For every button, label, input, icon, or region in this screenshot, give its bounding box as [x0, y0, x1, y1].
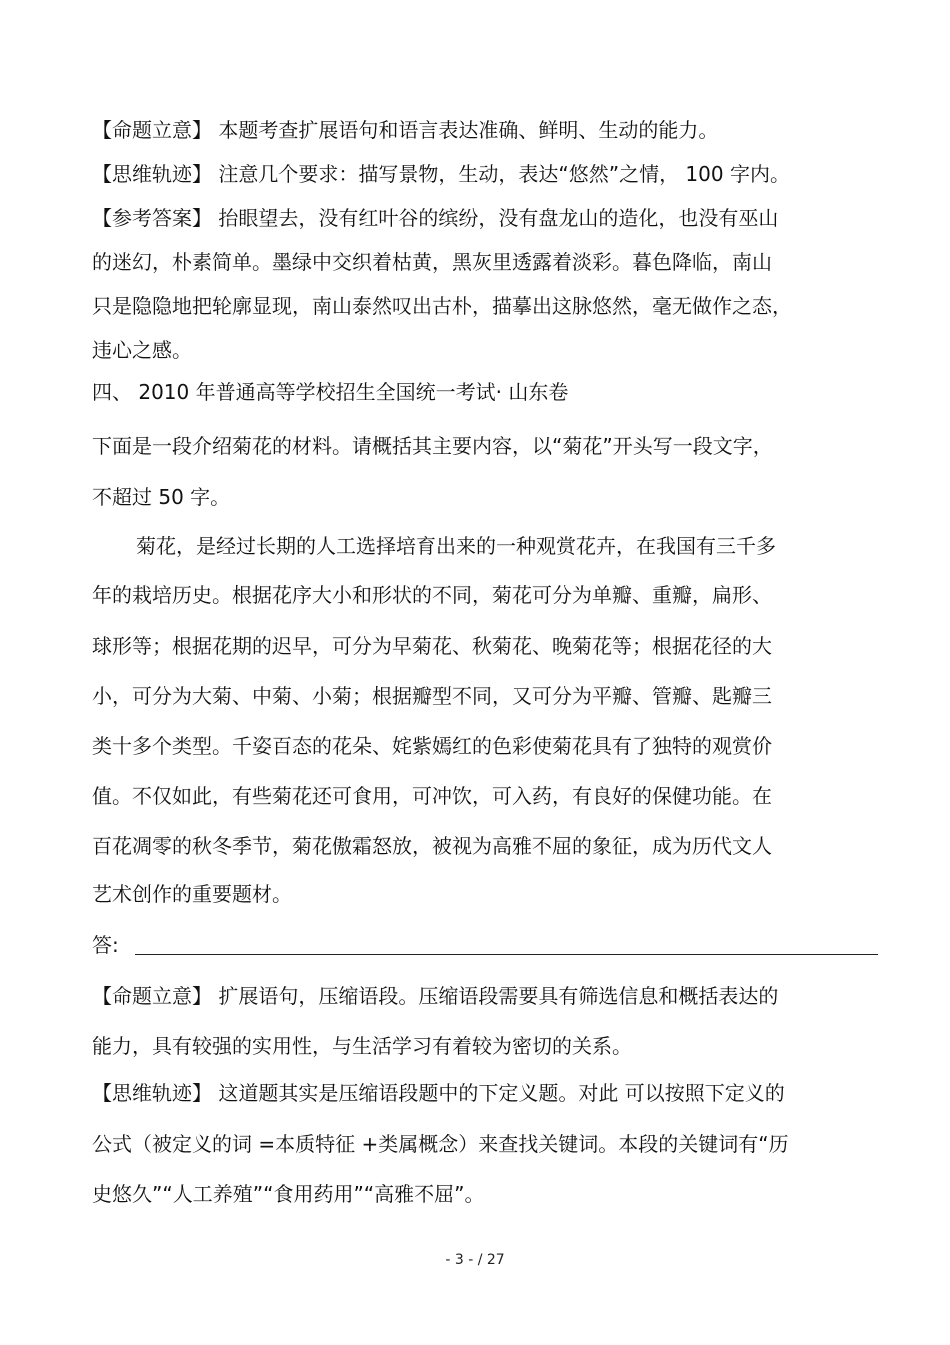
text-line: 史悠久”“人工养殖”“食用药用”“高雅不屈”。: [92, 1182, 485, 1206]
text-line: 违心之感。: [92, 338, 192, 362]
text-line: 【命题立意】 本题考查扩展语句和语言表达准确、鲜明、生动的能力。: [92, 118, 719, 142]
text-line: 的迷幻，朴素简单。墨绿中交织着枯黄，黑灰里透露着淡彩。暮色降临，南山: [92, 250, 772, 274]
passage-line: 艺术创作的重要题材。: [92, 882, 292, 906]
passage-line: 类十多个类型。千姿百态的花朵、姹紫嫣红的色彩使菊花具有了独特的观赏价: [92, 734, 772, 758]
answer-label: 答:: [92, 933, 119, 957]
passage-line: 年的栽培历史。根据花序大小和形状的不同，菊花可分为单瓣、重瓣，扁形、: [92, 583, 772, 607]
section-heading: 四、 2010 年普通高等学校招生全国统一考试· 山东卷: [92, 380, 569, 404]
text-line: 【命题立意】 扩展语句，压缩语段。压缩语段需要具有筛选信息和概括表达的: [92, 984, 779, 1008]
text-line: 【参考答案】 抬眼望去，没有红叶谷的缤纷，没有盘龙山的造化，也没有巫山: [92, 206, 779, 230]
passage-line: 百花凋零的秋冬季节，菊花傲霜怒放，被视为高雅不屈的象征，成为历代文人: [92, 834, 772, 858]
passage-line: 值。不仅如此，有些菊花还可食用，可冲饮，可入药，有良好的保健功能。在: [92, 784, 772, 808]
text-line: 能力，具有较强的实用性，与生活学习有着较为密切的关系。: [92, 1034, 632, 1058]
passage-line: 球形等；根据花期的迟早，可分为早菊花、秋菊花、晚菊花等；根据花径的大: [92, 634, 772, 658]
passage-line: 小，可分为大菊、中菊、小菊；根据瓣型不同，又可分为平瓣、管瓣、匙瓣三: [92, 684, 772, 708]
question-line: 不超过 50 字。: [92, 485, 231, 509]
question-line: 下面是一段介绍菊花的材料。请概括其主要内容，以“菊花”开头写一段文字，: [92, 434, 773, 458]
text-line: 公式（被定义的词 =本质特征 +类属概念）来查找关键词。本段的关键词有“历: [92, 1132, 789, 1156]
passage-line: 菊花，是经过长期的人工选择培育出来的一种观赏花卉，在我国有三千多: [136, 534, 776, 558]
page-number: - 3 - / 27: [445, 1252, 505, 1268]
text-line: 只是隐隐地把轮廓显现，南山泰然叹出古朴，描摹出这脉悠然，毫无做作之态，: [92, 294, 792, 318]
answer-underline: [135, 954, 878, 955]
text-line: 【思维轨迹】 注意几个要求：描写景物，生动，表达“悠然”之情， 100 字内。: [92, 162, 790, 186]
text-line: 【思维轨迹】 这道题其实是压缩语段题中的下定义题。对此 可以按照下定义的: [92, 1081, 785, 1105]
